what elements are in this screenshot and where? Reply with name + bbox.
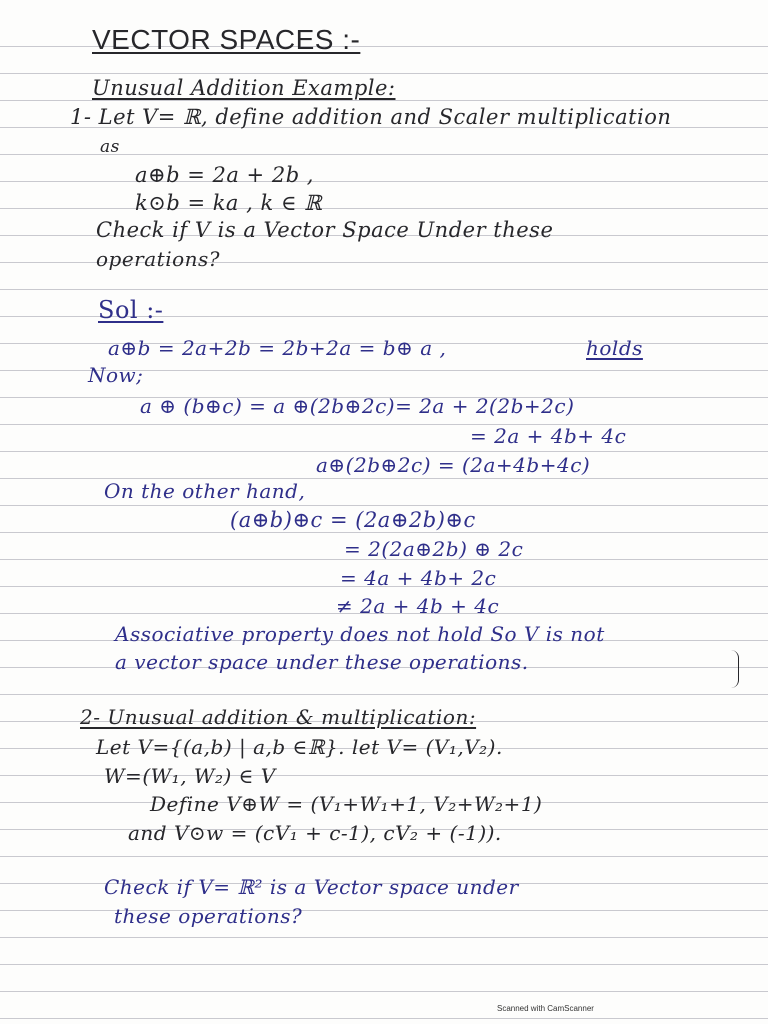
example2-line-4: Define V⊕W = (V₁+W₁+1, V₂+W₂+1) [150,792,543,816]
example1-line-5: Check if V is a Vector Space Under these [96,218,554,242]
example1-line-2: as [100,137,120,157]
solution-line-2: Now; [88,363,144,387]
example2-line-6: Check if V= ℝ² is a Vector space under [104,875,519,899]
example2-line-7: these operations? [114,904,303,928]
example2-line-3: W=(W₁, W₂) ∈ V [104,764,276,788]
margin-bracket [731,650,739,688]
solution-line-8: = 2(2a⊕2b) ⊕ 2c [344,537,524,561]
conclusion-line-1: Associative property does not hold So V is not [115,622,605,646]
solution-line-3: a ⊕ (b⊕c) = a ⊕(2b⊕2c)= 2a + 2(2b+2c) [140,394,575,418]
example1-line-6: operations? [96,247,221,271]
solution-line-1: a⊕b = 2a+2b = 2b+2a = b⊕ a , [108,336,447,360]
scanner-watermark: Scanned with CamScanner [497,1004,594,1013]
solution-line-7: (a⊕b)⊕c = (2a⊕2b)⊕c [230,508,476,532]
solution-line-9: = 4a + 4b+ 2c [340,566,497,590]
solution-line-5: a⊕(2b⊕2c) = (2a+4b+4c) [316,453,591,477]
example1-line-1: 1- Let V= ℝ, define addition and Scaler multiplication [70,105,672,129]
solution-label: Sol :- [98,296,164,324]
page-title: VECTOR SPACES :- [92,24,361,55]
example2-line-5: and V⊙w = (cV₁ + c-1), cV₂ + (-1)). [128,821,502,845]
example1-heading: Unusual Addition Example: [92,76,396,100]
conclusion-line-2: a vector space under these operations. [115,650,529,674]
example2-heading: 2- Unusual addition & multiplication: [80,705,477,729]
solution-line-4: = 2a + 4b+ 4c [470,424,627,448]
example2-line-2: Let V={(a,b) | a,b ∈ℝ}. let V= (V₁,V₂). [96,735,503,759]
holds-note: holds [586,336,643,360]
solution-line-10: ≠ 2a + 4b + 4c [336,594,500,618]
solution-line-6: On the other hand, [104,479,306,503]
example1-line-3: a⊕b = 2a + 2b , [135,163,314,187]
example1-line-4: k⊙b = ka , k ∈ ℝ [135,191,323,215]
